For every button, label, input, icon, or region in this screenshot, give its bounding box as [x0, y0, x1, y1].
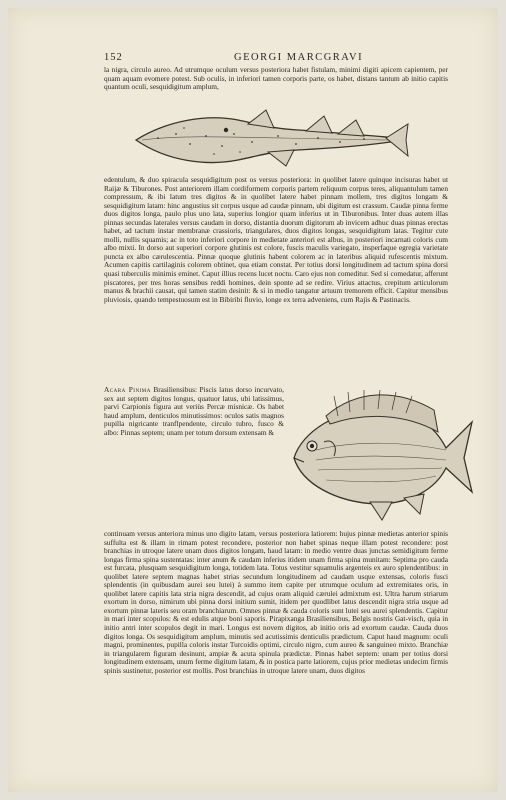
- running-head: GEORGI MARCGRAVI: [234, 52, 364, 63]
- text-block-acara: [104, 386, 284, 530]
- page-header: [104, 52, 444, 66]
- acara-pinima-woodcut: [286, 380, 474, 524]
- paragraph: edentulum, & duo spiracula sesquidigitum post os versus posteriora: in quolibet latere quinque incisuras habet ut Raijæ & Tiburones. Post anteriorem illam cordiformem corporis partem reliquum corpus teres, aliquantulum tamen compressum, & ibi latum tres digitos & in quolibet latere habet pinnam mollem, tres digitos longam & sesquidigitum latam: hinc angustius sit corpus usque ad caudæ pinnam, ubi digitum est crassum. Caudæ pinna ferme duos digitos longa, paulo plus uno lata, superius longior quam inferius ut in Tiburonibus. Inter duas autem illas pinnas secundas laterales versus caudam in dorso, distantia duorum digitorum ab invicem adhuc duas pinnas erectas habet, ad tactum instar membranæ crassioris, triangulares, duos digitos longas, sesquidigitum latas. Tegitur cute molli, nullis squamis; ac in toto inferiori corpore in medietate anteriori est albus, in posteriori incarnati coloris cum albo mixti. In dorso aut superiori corpore glutinis est colore, fuscis maculis variegato, insperfaque egregia varietate puncta ex albo cærulescentia. Pinnæ quoque glutinis habent colorem ac in lateribus aliquid rufescentis mixtum. Acumen capitis cartilaginis colorem obtinet, qua etiam constat. Per totius dorsi longitudinem ad tactum spina dorsi quasi tuberculis minimis eminet. Caput illius recens lucet noctu. Caro ejus non comeditur. Sed si comedatur, afferunt piscatores, per tres horas sensibus reddi homines, dein sponte ad se redire. Virius attactus, crepitum articulorum manus & brachii causat, qui tamen statim desinit: & si in medio tangatur artuum tremorem efficit. Capitur mensibus pluviosis, quando tempestuosum est in Bibiribi fluvio, longe ex terra adveniens, cum Rajis & Pastinacis.: [104, 176, 448, 304]
- species-heading: Acara Pinima: [104, 386, 151, 394]
- text-block-guitarfish: [104, 176, 448, 385]
- paragraph: continuam versus anteriora minus uno digito latam, versus posteriora latiorem: hujus pinnæ medietas anterior spinis suffulta est & illam in rimam potest recondere, posterior non habet spinas neque illam potest recondere: post branchias in utroque latere unam duos digitos longam, haud latam: in medio ventre duas junctas semidigitum ferme longas firma spina sustentatas: inter anum & caudam inferius itidem unam firma spina munitam: Septima pro cauda est furcata, plusquam sesquidigitum longa, totidem lata. Totus vestitur squamulis argenteis ex auro splendentibus: in quolibet latere septem magnas habet strias secundum longitudinem ad caudam usque extensas, coloris fusci splendentis (in quibusdam aurei seu lutei) à summo item capite per utrumque oculum ad extremitates oris, in quolibet latere capitis lata stria nigra descendit, ad cujus oram aliquid cærulei admixtum est. Ultra harum striarum exortum in dorso, nimirum ubi pinna dorsi initium sumit, itidem per quodlibet latus descendit nigra stria usque ad exortum pinnæ lateris seu oram branchiarum. Omnes pinnæ & cauda coloris sunt lutei seu aurei splendentis. Capitur in mari inter scopulos: & est edulis atque boni saporis. Pirapixanga Brasiliensibus, Belgis nostris Gat-visch, quia in initio antri inter scopulos degit in mari. Longus est novem digitos, ab initio oris ad exortum caudæ. Cauda duos digitos longa. Os sesquidigitum amplum, minutis sed acutissimis denticulis prædictum. Caput haud magnum: oculi magni, prominentes, pupilla coloris instar Turcoidis optimi, circulo nigro, cum aureo & sanguineo mixto. Branchiæ in triangularem figuram desinunt, ampiæ & acuta spinula prædictæ. Pinnas habet septem: unam per totius dorsi longitudinem extensam, unum ferme digitum latam, & in postica parte latiorem, cujus prior medietas undecim firmis spinis sustinetur, posterior est mollis. Post branchias in utroque latere unam, duos digitos: [104, 530, 448, 675]
- page-number: 152: [104, 52, 123, 63]
- guitarfish-woodcut: [128, 100, 410, 176]
- paragraph: la nigra, circulo aureo. Ad utrumque oculum versus posteriora habet fistulam, minimi digiti apicem capientem, per quam aquam evomere potest. Sub oculis, in inferiori tamen corporis parte, os habet, distans tantum ab initio capitis quantum oculi, sesquidigitum amplum,: [104, 66, 448, 92]
- text-block-bottom: [104, 530, 448, 762]
- species-description: Brasiliensibus: Piscis latus dorso incurvato, sex aut septem digitos longus, quatuor latus, ubi latissimus, parvi Carpionis figura aut veriùs Percæ misnicæ. Os habet haud amplum, denticulos minutissimos: oculos satis magnos pupilla nigricante tranflpendente, circulo tubro, fusco & albo: Pinnas septem; unam per totum dorsum extensam &: [104, 386, 284, 437]
- paragraph: [104, 386, 284, 437]
